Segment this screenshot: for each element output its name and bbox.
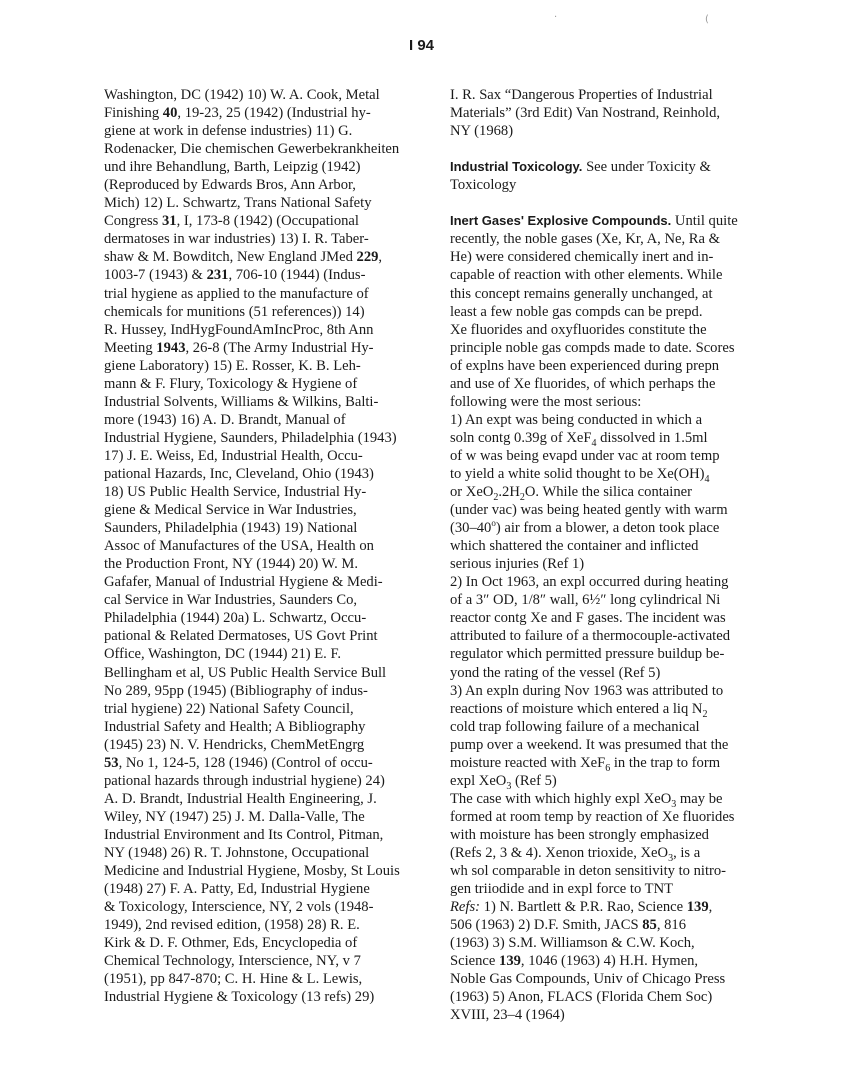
text-run: 4 [704,473,710,485]
text-run: Chemical Technology, Interscience, NY, v 7 [104,953,361,970]
text-run: 229 [356,249,379,266]
text-line [104,339,444,357]
text-line [450,501,770,519]
text-run: 1003-7 (1943) & [104,267,207,284]
text-line [450,303,770,321]
text-line [104,645,444,663]
text-run: reactions of moisture which entered a liq N [450,700,703,717]
text-line [450,429,770,447]
text-run: Office, Washington, DC (1944) 21) E. F. [104,646,342,663]
text-line [450,285,770,303]
text-line [450,212,770,230]
text-run: 85 [642,917,657,934]
text-line [104,718,444,736]
text-run: in the trap to form [610,754,721,771]
text-line [450,1006,770,1024]
text-line [450,176,770,194]
text-run: (30–40 [450,520,492,537]
text-run: Industrial Hygiene, Saunders, Philadelphia (1943) [104,429,397,446]
text-run: Rodenacker, Die chemischen Gewerbekrankheiten [104,141,400,158]
text-line [104,248,444,266]
text-line [450,104,770,122]
paragraph-gap [450,194,770,212]
text-run: cold trap following failure of a mechanical [450,718,700,735]
text-run: , 706-10 (1944) (Indus- [228,267,366,284]
text-run: regulator which permitted pressure buildup be- [450,646,725,663]
text-line [450,573,770,591]
text-line [450,411,770,429]
text-line [104,772,444,790]
text-line [104,321,444,339]
text-line [450,555,770,573]
text-run: (Refs 2, 3 & 4). Xenon trioxide, XeO [450,844,669,861]
text-line [450,754,770,772]
text-line [104,916,444,934]
text-run: reactor contg Xe and F gases. The incident was [450,610,726,627]
text-run: 506 (1963) 2) D.F. Smith, JACS [450,917,643,934]
text-line [104,357,444,375]
text-line [450,898,770,916]
text-run: 2 [519,491,525,503]
text-run: Industrial Hygiene & Toxicology (13 refs) 29) [104,989,375,1006]
text-line [104,194,444,212]
text-run: pational & Related Dermatoses, US Govt Print [104,628,378,645]
text-run: 139 [499,953,521,970]
text-line [450,465,770,483]
text-line [450,736,770,754]
text-run: Philadelphia (1944) 20a) L. Schwartz, Occu- [104,610,367,627]
text-line [450,393,770,411]
text-run: , [378,249,383,266]
text-line [450,248,770,266]
text-run: mann & F. Flury, Toxicology & Hygiene of [104,375,358,392]
text-run: XVIII, 23–4 (1964) [450,1007,565,1024]
text-run: (1951), pp 847-870; C. H. Hine & L. Lewis, [104,971,363,988]
text-run: Noble Gas Compounds, Univ of Chicago Press [450,971,726,988]
text-run: gen triiodide and in expl force to TNT [450,881,674,898]
text-run: R. Hussey, IndHygFoundAmIncProc, 8th Ann [104,321,374,338]
text-run: expl XeO [450,772,507,789]
text-run: Xe fluorides and oxyfluorides constitute the [450,321,707,338]
text-line [450,862,770,880]
text-line [104,591,444,609]
text-run: giene Laboratory) 15) E. Rosser, K. B. Leh- [104,357,361,374]
text-line [104,501,444,519]
text-run: 31 [161,213,177,230]
text-run: which shattered the container and inflicted [450,538,699,555]
text-line [450,808,770,826]
text-run: dermatoses in war industries) 13) I. R. Taber- [104,231,369,248]
text-line [450,700,770,718]
text-run: 1949), 2nd revised edition, (1958) 28) R. E. [104,917,360,934]
scan-speck: · [554,12,558,23]
text-run: shaw & M. Bowditch, New England JMed [104,249,357,266]
text-line [450,682,770,700]
text-line [104,988,444,1006]
text-line [104,447,444,465]
text-run: formed at room temp by reaction of Xe fluorides [450,808,735,825]
text-run: chemicals for munitions (51 references)) 14) [104,303,365,320]
text-line [104,609,444,627]
text-line [104,158,444,176]
text-run: may be [676,790,723,807]
text-line [104,664,444,682]
text-run: NY (1948) 26) R. T. Johnstone, Occupational [104,844,370,861]
text-run: pump over a weekend. It was presumed that the [450,736,729,753]
text-line [450,447,770,465]
text-line [450,519,770,537]
text-line [104,844,444,862]
text-line [450,952,770,970]
text-run: pational hazards through industrial hygiene) 24) [104,772,385,789]
text-line [104,952,444,970]
text-line [450,86,770,104]
text-run: serious injuries (Ref 1) [450,556,585,573]
text-line [104,934,444,952]
text-run: Gafafer, Manual of Industrial Hygiene & Medi- [104,574,383,591]
text-line [104,880,444,898]
text-run: O. While the silica container [524,484,692,501]
text-run: , [708,899,713,916]
text-run: Congress [104,213,162,230]
text-run: Meeting [104,339,157,356]
text-line [450,934,770,952]
text-run: moisture reacted with XeF [450,754,606,771]
text-line [450,645,770,663]
text-run: with moisture has been strongly emphasized [450,826,709,843]
text-line [104,176,444,194]
text-run: soln contg 0.39g of XeF [450,429,592,446]
text-run: 1) An expt was being conducted in which a [450,411,703,428]
text-line [104,682,444,700]
text-line [104,700,444,718]
text-run: recently, the noble gases (Xe, Kr, A, Ne, Ra & [450,231,720,248]
text-run: Saunders, Philadelphia (1943) 19) National [104,520,358,537]
text-run: Finishing [104,105,163,122]
text-run: (1945) 23) N. V. Hendricks, ChemMetEngrg [104,736,365,753]
text-run: und ihre Behandlung, Barth, Leipzig (1942) [104,159,361,176]
text-line [450,339,770,357]
text-run: Until quite [671,213,738,230]
text-run: , 26-8 (The Army Industrial Hy- [185,339,374,356]
text-run: & Toxicology, Interscience, NY, 2 vols (1948- [104,899,374,916]
text-run: , 816 [656,917,687,934]
text-run: 3 [506,780,512,792]
text-run: 40 [162,105,178,122]
paragraph-gap [450,140,770,158]
text-line [104,303,444,321]
text-run: o [491,518,496,529]
page-number: I 94 [408,37,435,54]
text-run: giene at work in defense industries) 11) G. [104,123,353,140]
text-run: Industrial Environment and Its Control, Pitman, [104,826,384,843]
text-run: trial hygiene as applied to the manufacture of [104,285,369,302]
text-run: 3) An expln during Nov 1963 was attributed to [450,682,724,699]
scan-speck: ( [705,14,709,25]
text-line [450,627,770,645]
text-run: , 1046 (1963) 4) H.H. Hymen, [520,953,699,970]
text-run: Materials” (3rd Edit) Van Nostrand, Reinhold, [450,105,721,122]
entry-heading: Inert Gases' Explosive Compounds. [450,213,672,229]
text-run: 17) J. E. Weiss, Ed, Industrial Health, Occu- [104,447,363,464]
text-line [104,375,444,393]
entry-heading: Industrial Toxicology. [450,159,583,175]
text-line [450,122,770,140]
text-line [450,790,770,808]
text-run: (Ref 5) [511,772,557,789]
text-line [104,555,444,573]
text-run: No 289, 95pp (1945) (Bibliography of indus- [104,682,368,699]
text-run: , 19-23, 25 (1942) (Industrial hy- [177,105,371,122]
text-run: (1963) 5) Anon, FLACS (Florida Chem Soc) [450,989,713,1006]
text-line [104,826,444,844]
text-line [104,122,444,140]
text-line [450,772,770,790]
text-line [450,357,770,375]
text-run: (Reproduced by Edwards Bros, Ann Arbor, [104,177,356,194]
text-run: 53 [104,754,119,771]
text-run: I. R. Sax “Dangerous Properties of Industrial [450,87,713,103]
text-run: 231 [206,267,229,284]
text-line [450,321,770,339]
text-run: least a few noble gas compds can be prepd. [450,303,703,320]
text-run: more (1943) 16) A. D. Brandt, Manual of [104,411,346,428]
text-line [104,754,444,772]
text-run: this concept remains generally unchanged, at [450,285,713,302]
text-line [104,627,444,645]
text-run: Wiley, NY (1947) 25) J. M. Dalla-Valle, The [104,808,365,825]
text-run: , I, 173-8 (1942) (Occupational [176,213,359,230]
text-run: Bellingham et al, US Public Health Service Bull [104,664,387,681]
text-run: Medicine and Industrial Hygiene, Mosby, St Louis [104,863,400,880]
text-run: The case with which highly expl XeO [450,790,672,807]
text-run: wh sol comparable in deton sensitivity to nitro- [450,863,727,880]
text-line [104,212,444,230]
text-line [450,537,770,555]
text-line [104,537,444,555]
text-run: 2 [493,491,499,503]
text-line [104,483,444,501]
text-run: 2) In Oct 1963, an expl occurred during heating [450,574,729,591]
text-run: dissolved in 1.5ml [596,429,708,446]
text-run: Mich) 12) L. Schwartz, Trans National Safety [104,195,372,212]
text-run: , is a [673,844,701,861]
text-line [450,988,770,1006]
text-run: following were the most serious: [450,393,642,410]
text-line [104,465,444,483]
text-line [104,411,444,429]
text-run: 139 [686,899,709,916]
text-run: 2 [702,708,708,720]
text-line [104,790,444,808]
text-line [450,844,770,862]
text-line [450,718,770,736]
text-run: He) were considered chemically inert and in- [450,249,714,266]
text-run: (1963) 3) S.M. Williamson & C.W. Koch, [450,935,695,952]
text-line [104,736,444,754]
text-run: pational Hazards, Inc, Cleveland, Ohio (1943) [104,465,374,482]
text-line [450,591,770,609]
text-run: Science [450,953,500,970]
text-run: principle noble gas compds made to date. Scores [450,339,735,356]
text-run: 1943 [156,339,186,356]
text-line [104,808,444,826]
text-run: See under Toxicity & [582,159,711,176]
text-run: A. D. Brandt, Industrial Health Engineering, J. [104,790,377,807]
text-run: 18) US Public Health Service, Industrial Hy- [104,484,367,501]
text-run: of a 3″ OD, 1/8″ wall, 6½″ long cylindrical Ni [450,592,721,609]
text-run: or XeO [450,484,494,501]
text-line [104,230,444,248]
text-run: Toxicology [450,177,517,194]
text-run: Assoc of Manufactures of the USA, Health on [104,538,374,555]
text-line [450,880,770,898]
text-run: giene & Medical Service in War Industries, [104,502,357,519]
right-column-entries [450,86,770,1024]
text-line [450,826,770,844]
text-run: 4 [591,437,597,449]
text-line [104,519,444,537]
text-run: Washington, DC (1942) 10) W. A. Cook, Metal [104,87,380,103]
text-run: capable of reaction with other elements. While [450,267,723,284]
text-line [450,158,770,176]
text-run: the Production Front, NY (1944) 20) W. M. [104,556,359,573]
text-run: of w was being evapd under vac at room temp [450,447,720,464]
text-run: yond the rating of the vessel (Ref 5) [450,664,661,681]
text-run: Industrial Solvents, Williams & Wilkins, Balti- [104,393,379,410]
text-line [450,230,770,248]
text-run: cal Service in War Industries, Saunders Co, [104,592,358,609]
text-line [450,266,770,284]
text-run: NY (1968) [450,123,514,140]
text-line [104,140,444,158]
text-line [450,483,770,501]
text-line [104,86,444,104]
text-line [104,266,444,284]
text-line [104,393,444,411]
text-line [104,573,444,591]
text-line [450,970,770,988]
text-line [450,664,770,682]
text-run: of explns have been experienced during prepn [450,357,720,374]
text-line [450,609,770,627]
text-run: (1948) 27) F. A. Patty, Ed, Industrial Hygiene [104,881,370,898]
text-line [104,104,444,122]
text-line [104,285,444,303]
text-run: 1) N. Bartlett & P.R. Rao, Science [480,899,687,916]
text-line [104,898,444,916]
text-run: Refs: [450,899,480,916]
text-line [450,916,770,934]
text-run: trial hygiene) 22) National Safety Council, [104,700,354,717]
text-line [450,375,770,393]
text-run: and use of Xe fluorides, of which perhaps the [450,375,716,392]
text-run: Kirk & D. F. Othmer, Eds, Encyclopedia of [104,935,358,952]
text-run: ) air from a blower, a deton took place [495,520,720,537]
text-line [104,970,444,988]
text-line [104,862,444,880]
text-run: attributed to failure of a thermocouple-activated [450,628,730,645]
text-line [104,429,444,447]
text-run: Industrial Safety and Health; A Bibliography [104,718,366,735]
text-run: .2H [498,484,520,501]
text-run: to yield a white solid thought to be Xe(OH) [450,465,705,482]
text-run: 3 [668,852,674,864]
left-column-references [104,86,444,1006]
text-run: (under vac) was being heated gently with warm [450,502,728,519]
text-run: , No 1, 124-5, 128 (1946) (Control of occu- [118,754,373,771]
text-run: 3 [671,798,677,810]
text-run: 6 [605,762,611,774]
